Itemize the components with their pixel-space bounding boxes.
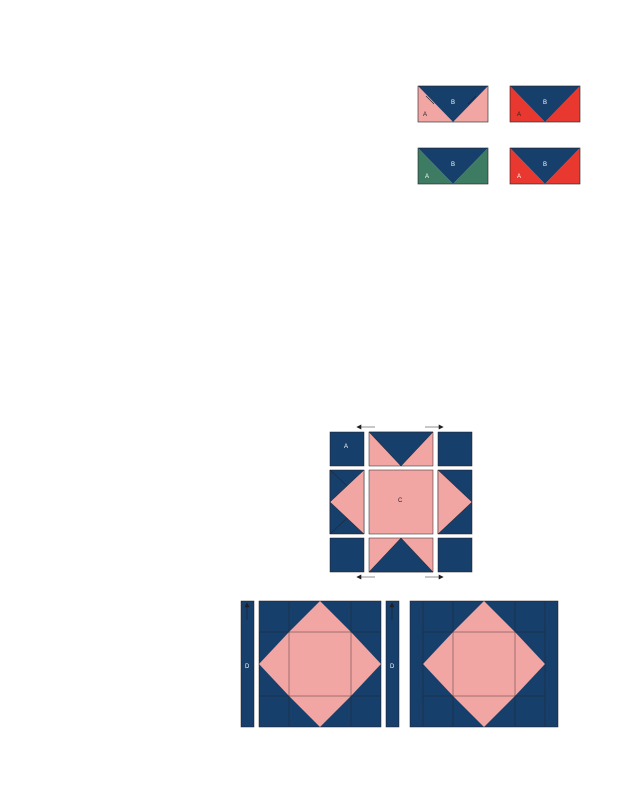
svg-text:B: B [543,162,548,168]
svg-text:A: A [425,174,430,180]
large-star-block [410,601,558,727]
flying-geese-pink [418,86,488,122]
svg-text:A: A [517,112,522,118]
fig2-letter-d-left: D [245,664,250,670]
svg-text:B: B [543,100,548,106]
figure-2-assembled-exploded [241,601,399,727]
flying-geese-red-1 [510,148,580,184]
flying-geese-green [418,148,488,184]
svg-text:A: A [517,174,522,180]
svg-text:B: B [451,162,456,168]
fig2-letter-a: A [344,444,349,450]
flying-geese-red-2 [510,86,580,122]
fig2-letter-c: C [398,498,403,504]
unit-letter-b: B [451,100,456,106]
fig2-letter-d-right: D [390,664,395,670]
page-footer [24,766,30,778]
unit-letter-a: A [423,112,428,118]
